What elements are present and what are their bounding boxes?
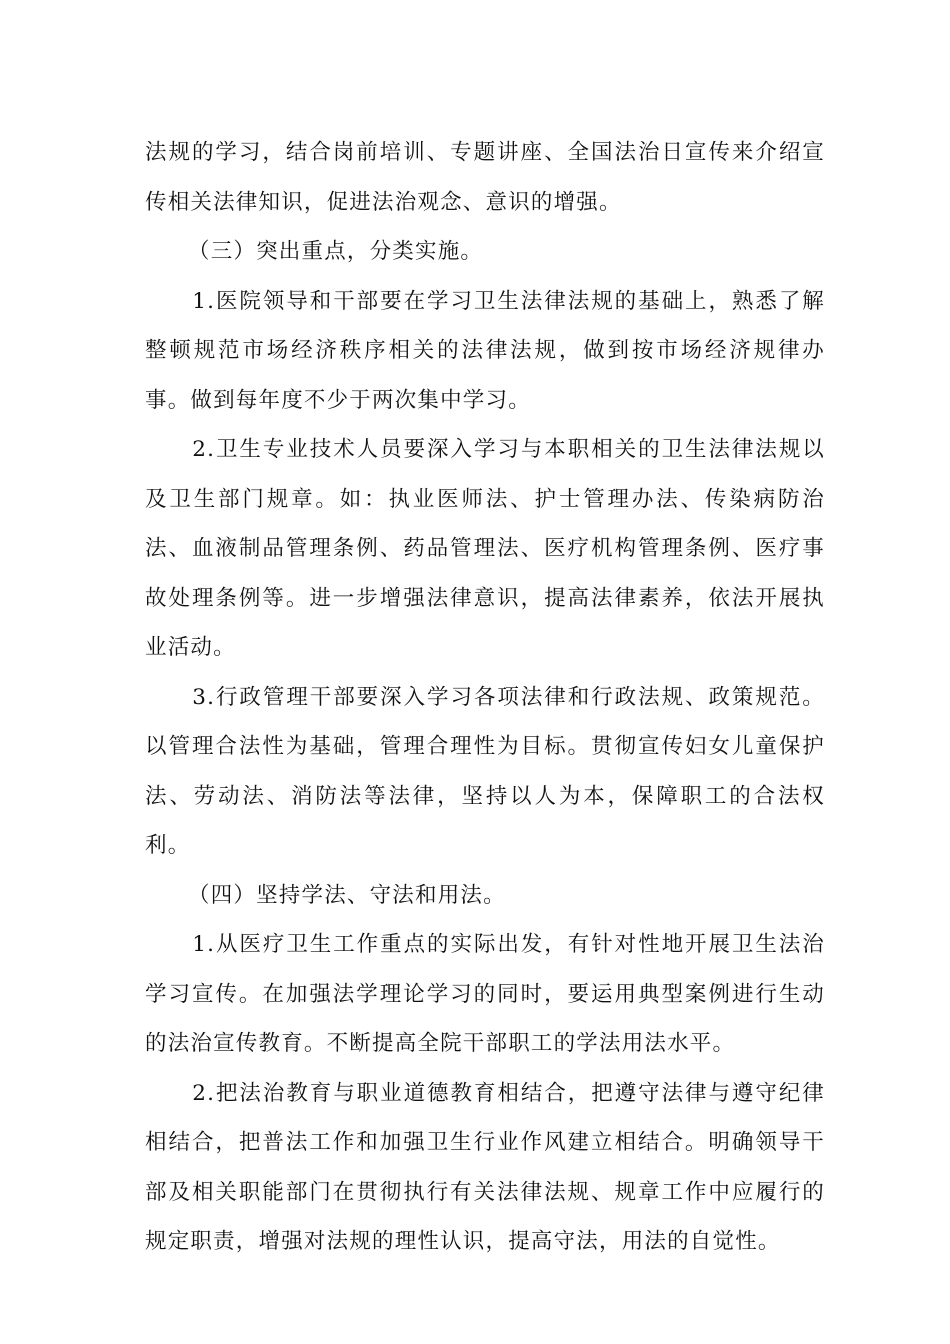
paragraph-item: 1.从医疗卫生工作重点的实际出发，有针对性地开展卫生法治学习宣传。在加强法学理论学习的同时，要运用典型案例进行生动的法治宣传教育。不断提高全院干部职工的学法用法水平。 bbox=[145, 932, 825, 1056]
document-body bbox=[145, 128, 825, 1267]
paragraph-item: 3.行政管理干部要深入学习各项法律和行政法规、政策规范。以管理合法性为基础，管理合理性为目标。贯彻宣传妇女儿童保护法、劳动法、消防法等法律，坚持以人为本，保障职工的合法权利。 bbox=[145, 684, 825, 858]
paragraph-item: 2.卫生专业技术人员要深入学习与本职相关的卫生法律法规以及卫生部门规章。如：执业医师法、护士管理办法、传染病防治法、血液制品管理条例、药品管理法、医疗机构管理条例、医疗事故处理条例等。进一步增强法律意识，提高法律素养，依法开展执业活动。 bbox=[145, 437, 825, 660]
paragraph-continuation: 法规的学习，结合岗前培训、专题讲座、全国法治日宣传来介绍宣传相关法律知识，促进法治观念、意识的增强。 bbox=[145, 140, 825, 215]
paragraph-item: 1.医院领导和干部要在学习卫生法律法规的基础上，熟悉了解整顿规范市场经济秩序相关的法律法规，做到按市场经济规律办事。做到每年度不少于两次集中学习。 bbox=[145, 288, 825, 413]
paragraph-item: 2.把法治教育与职业道德教育相结合，把遵守法律与遵守纪律相结合，把普法工作和加强卫生行业作风建立相结合。明确领导干部及相关职能部门在贯彻执行有关法律法规、规章工作中应履行的规定职责，增强对法规的理性认识，提高守法，用法的自觉性。 bbox=[145, 1080, 825, 1254]
section-heading-four: （四）坚持学法、守法和用法。 bbox=[188, 882, 506, 908]
section-heading-three: （三）突出重点，分类实施。 bbox=[188, 239, 484, 264]
